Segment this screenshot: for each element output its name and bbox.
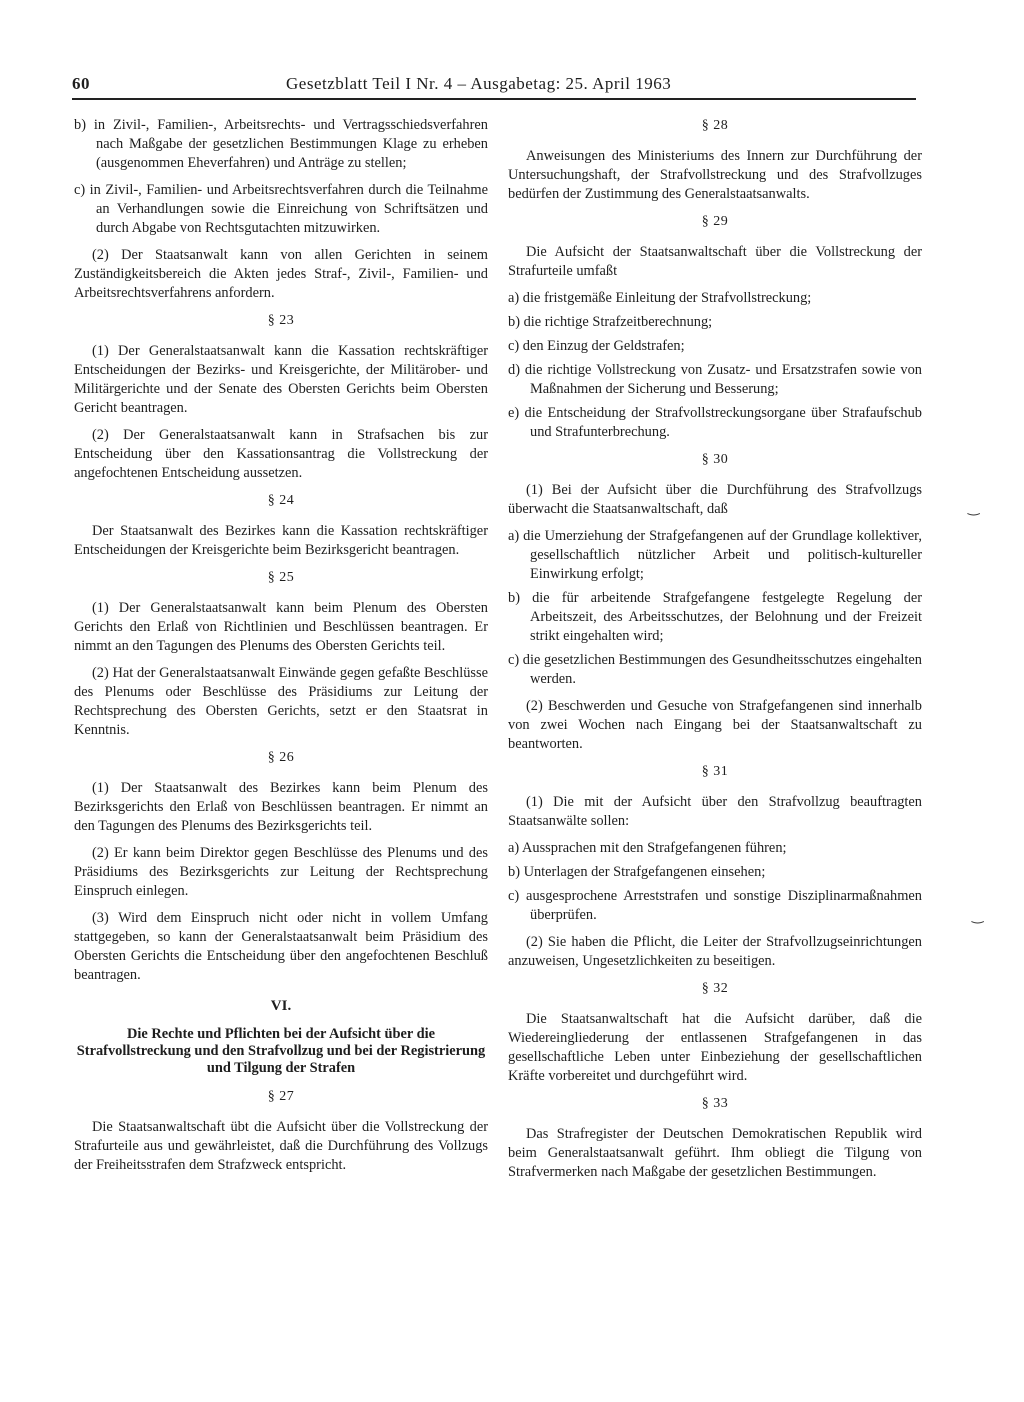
section-heading-27: § 27 (267, 1089, 295, 1104)
paragraph: (3) Wird dem Einspruch nicht oder nicht in vollem Umfang stattgegeben, so kann der Generalstaatsanwalt beim Präsidium des Obersten Gerichts die Entscheidung über den angefochtenen Beschluß beantragen. (74, 910, 488, 983)
section-heading-25: § 25 (267, 570, 295, 585)
list-item-c: c) in Zivil-, Familien- und Arbeitsrechtsverfahren durch die Teilnahme an Verhandlungen sowie die Einreichung von Schriftsätzen und durch Abgabe von Rechtsgutachten mitzuwirken. (74, 182, 488, 236)
paragraph: Anweisungen des Ministeriums des Innern zur Durchführung der Untersuchungshaft, der Strafvollstreckung und des Strafvollzuges bedürfen der Zustimmung des Generalstaatsanwalts. (508, 148, 922, 202)
list-item-b: b) die für arbeitende Strafgefangene festgelegte Regelung der Arbeitszeit, des Arbeitsschutzes, der Belohnung und der Freizeit strikt eingehalten wird; (508, 590, 922, 644)
list-item-e: e) die Entscheidung der Strafvollstreckungsorgane über Strafaufschub und Strafunterbrechung. (508, 405, 922, 440)
list-item-a: a) die Umerziehung der Strafgefangenen auf der Grundlage kollektiver, gesellschaftlich nützlicher Arbeit und politisch-kultureller Einwirkung erfolgt; (508, 528, 922, 582)
left-column (74, 116, 488, 1183)
section-heading-31: § 31 (701, 764, 729, 779)
section-heading-30: § 30 (701, 452, 729, 467)
section-heading-24: § 24 (267, 493, 295, 508)
list-item-b: b) in Zivil-, Familien-, Arbeitsrechts- und Vertragsschiedsverfahren nach Maßgabe der gesetzlichen Bestimmungen Klage zu erheben (ausgenommen Eheverfahren) und Anträge zu stellen; (74, 117, 488, 171)
paragraph: (1) Bei der Aufsicht über die Durchführung des Strafvollzugs überwacht die Staatsanwaltschaft, daß (508, 482, 922, 517)
paragraph: (2) Der Generalstaatsanwalt kann in Strafsachen bis zur Entscheidung über den Kassationsantrag die Vollstreckung der angefochtenen Entscheidung aussetzen. (74, 427, 488, 481)
section-heading-32: § 32 (701, 981, 729, 996)
paragraph: (2) Hat der Generalstaatsanwalt Einwände gegen gefaßte Beschlüsse des Plenums oder Beschlüsse des Präsidiums zur Leitung der Rechtsprechung des Obersten Gerichts, setzt er den Staatsrat in Kenntnis. (74, 665, 488, 738)
list-item-c: c) den Einzug der Geldstrafen; (508, 338, 685, 354)
paragraph: (2) Beschwerden und Gesuche von Strafgefangenen sind innerhalb von zwei Wochen nach Eingang bei der Staatsanwaltschaft zu beantworten. (508, 698, 922, 752)
paragraph: (1) Der Generalstaatsanwalt kann beim Plenum des Obersten Gerichts den Erlaß von Richtlinien und Beschlüssen beantragen. Er nimmt an den Tagungen des Plenums des Obersten Gerichts teil. (74, 600, 488, 654)
section-heading-26: § 26 (267, 750, 295, 765)
paragraph: (2) Der Staatsanwalt kann von allen Gerichten in seinem Zuständigkeitsbereich die Akten jedes Straf-, Zivil-, Familien- und Arbeitsrechtsverfahrens anfordern. (74, 247, 488, 301)
section-heading-33: § 33 (701, 1096, 729, 1111)
paragraph: (2) Sie haben die Pflicht, die Leiter der Strafvollzugseinrichtungen anzuweisen, Ungesetzlichkeiten zu beseitigen. (508, 934, 922, 969)
paragraph: (2) Er kann beim Direktor gegen Beschlüsse des Plenums und des Präsidiums des Bezirksgerichts zur Leitung der Rechtsprechung Einspruch einlegen. (74, 845, 488, 899)
section-heading-29: § 29 (701, 214, 729, 229)
section-heading-28: § 28 (701, 118, 729, 133)
paragraph: (1) Der Generalstaatsanwalt kann die Kassation rechtskräftiger Entscheidungen der Bezirks- und Kreisgerichte, der Militärober- und Militärgerichte und der Senate des Obersten Gerichts beim Obersten Gericht beantragen. (74, 343, 488, 416)
list-item-d: d) die richtige Vollstreckung von Zusatz- und Ersatzstrafen sowie von Maßnahmen der Sicherung und Besserung; (508, 362, 922, 397)
scan-mark: ‿ (968, 501, 980, 516)
paragraph: (1) Die mit der Aufsicht über den Strafvollzug beauftragten Staatsanwälte sollen: (508, 794, 922, 829)
running-title: Gesetzblatt Teil I Nr. 4 – Ausgabetag: 25. April 1963 (286, 74, 672, 93)
list-item-b: b) Unterlagen der Strafgefangenen einsehen; (508, 864, 766, 880)
page-number: 60 (72, 74, 90, 93)
right-column (508, 116, 922, 1190)
paragraph: Der Staatsanwalt des Bezirkes kann die Kassation rechtskräftiger Entscheidungen der Kreisgerichte beim Bezirksgericht beantragen. (74, 523, 488, 558)
list-item-a: a) Aussprachen mit den Strafgefangenen führen; (508, 840, 787, 856)
paragraph: Die Staatsanwaltschaft hat die Aufsicht darüber, daß die Wiedereingliederung der entlassenen Strafgefangenen in das gesellschaftliche Leben unter Einbeziehung der gesellschaftlichen Kräfte vorbereitet und durchgeführt wird. (508, 1011, 922, 1084)
list-item-c: c) ausgesprochene Arreststrafen und sonstige Disziplinarmaßnahmen überprüfen. (508, 888, 922, 923)
list-item-c: c) die gesetzlichen Bestimmungen des Gesundheitsschutzes eingehalten werden. (508, 652, 923, 687)
page-header (72, 72, 916, 100)
section-heading-23: § 23 (267, 313, 295, 328)
scan-mark: ‿ (972, 909, 984, 924)
paragraph: Die Staatsanwaltschaft übt die Aufsicht über die Vollstreckung der Strafurteile aus und gewährleistet, daß die Durchführung des Vollzugs der Freiheitsstrafen dem Strafzweck entspricht. (74, 1119, 488, 1173)
chapter-title: Die Rechte und Pflichten bei der Aufsicht über die Strafvollstreckung und den Strafvollzug und bei der Registrierung und Tilgung der Strafen (76, 1026, 486, 1076)
list-item-b: b) die richtige Strafzeitberechnung; (508, 314, 713, 330)
chapter-number: VI. (270, 998, 292, 1014)
paragraph: Das Strafregister der Deutschen Demokratischen Republik wird beim Generalstaatsanwalt geführt. Ihm obliegt die Tilgung von Strafvermerken nach Maßgabe der gesetzlichen Bestimmungen. (508, 1126, 922, 1180)
list-item-a: a) die fristgemäße Einleitung der Strafvollstreckung; (508, 290, 812, 306)
paragraph: Die Aufsicht der Staatsanwaltschaft über die Vollstreckung der Strafurteile umfaßt (508, 244, 922, 279)
paragraph: (1) Der Staatsanwalt des Bezirkes kann beim Plenum des Bezirksgerichts den Erlaß von Beschlüssen beantragen. Er nimmt an den Tagungen des Plenums des Bezirksgerichts teil. (74, 780, 488, 834)
